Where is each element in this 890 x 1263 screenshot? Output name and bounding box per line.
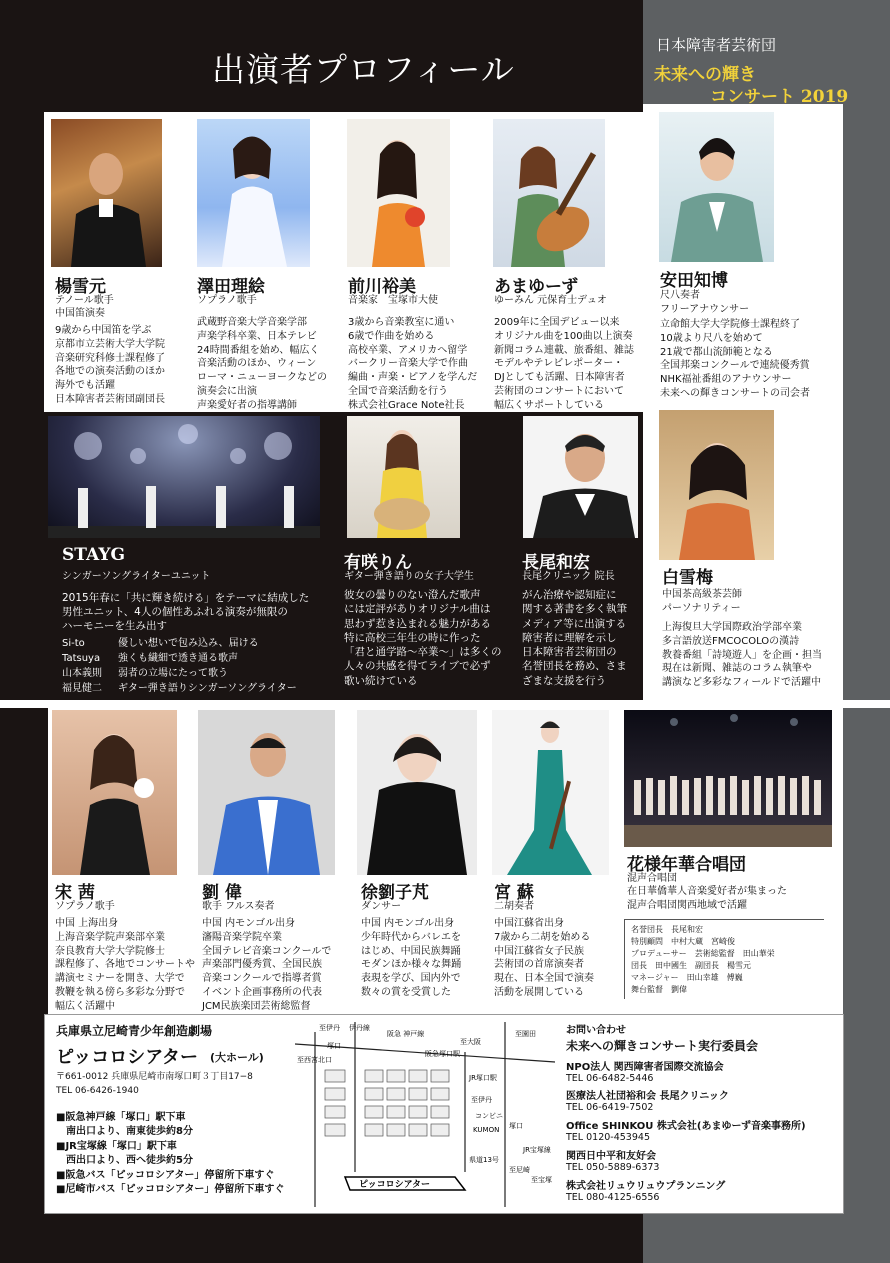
access-line: 南出口より、南東徒歩約8分 bbox=[56, 1126, 193, 1137]
choir-staff-6: 舞台監督 劉偉 bbox=[631, 985, 687, 994]
hall-org: 兵庫県立尼崎青少年創造劇場 bbox=[56, 1024, 213, 1038]
song-name: 宋 茜 bbox=[55, 883, 95, 903]
contact-org: 医療法人社団裕和会 長尾クリニック bbox=[566, 1091, 729, 1102]
choir-staff-3: プロデューサー 芸術総監督 田山華栄 bbox=[631, 949, 775, 958]
sawada-photo bbox=[197, 119, 310, 267]
sawada-name: 澤田理絵 bbox=[197, 277, 265, 297]
yang-role: テノール歌手 bbox=[55, 295, 114, 306]
contact-tel[interactable]: TEL 0120-453945 bbox=[566, 1132, 650, 1143]
arisaki-photo bbox=[347, 416, 460, 538]
maekawa-photo bbox=[347, 119, 450, 267]
gong-photo bbox=[492, 710, 609, 875]
gong-bio: 中国江蘇省出身 7歳から二胡を始める 中国江蘇省女子民族 芸術団の首席演奏者 現在、日本全国で演奏 活動を展開している bbox=[494, 918, 594, 998]
stayg-role: シンガーソングライターユニット bbox=[62, 571, 211, 582]
concert-title-line1: 未来への輝き bbox=[654, 65, 756, 85]
yang-name: 楊雪元 bbox=[55, 277, 106, 297]
map-label: 至大阪 bbox=[460, 1038, 481, 1046]
access-line: 西出口より、西へ徒歩約5分 bbox=[56, 1155, 193, 1166]
sawada-bio: 武蔵野音楽大学音楽学部 声楽学科卒業、日本テレビ 24時間番組を始め、幅広く 音楽活動のほか、ウィーン ローマ・ニューヨークなどの 演奏会に出演 声楽愛好者の指導講師 bbox=[197, 317, 327, 411]
map-label: 至伊丹 bbox=[319, 1024, 340, 1032]
map-label: 県道13号 bbox=[469, 1156, 499, 1164]
choir-staff-2: 特別顧問 中村大蔵 宮崎俊 bbox=[631, 937, 735, 946]
choir-staff-4: 団長 田中國生 副団長 楊雪元 bbox=[631, 961, 751, 970]
choir-staff-box bbox=[624, 919, 824, 999]
arisaki-name: 有咲りん bbox=[344, 553, 412, 573]
arisaki-role: ギター弾き語りの女子大学生 bbox=[344, 571, 474, 582]
xu-bio: 中国 内モンゴル出身 少年時代からバレエを はじめ、中国民族舞踊 モダンほか様々な舞踊 表現を学び、国内外で 数々の賞を受賞した bbox=[361, 918, 462, 998]
map-label: 至尼崎 bbox=[509, 1166, 530, 1174]
choir-photo bbox=[624, 710, 832, 847]
liu-name: 劉 偉 bbox=[202, 883, 242, 903]
access-line: ■尼崎市バス「ピッコロシアター」停留所下車すぐ bbox=[56, 1184, 285, 1195]
contact-org: 関西日中平和友好会 bbox=[566, 1151, 656, 1162]
bai-photo bbox=[659, 410, 774, 560]
map-label: 至宝塚 bbox=[531, 1176, 552, 1184]
choir-bio: 在日華僑華人音楽愛好者が集まった 混声合唱団関西地域で活躍 bbox=[627, 886, 787, 911]
contact-tel[interactable]: TEL 06-6482-5446 bbox=[566, 1073, 654, 1084]
stayg-photo bbox=[48, 416, 320, 538]
access-line: ■阪急バス「ピッコロシアター」停留所下車すぐ bbox=[56, 1170, 275, 1181]
song-photo bbox=[52, 710, 177, 875]
stayg-member: 福見健二 ギター弾き語りシンガーソングライター bbox=[62, 683, 297, 694]
contact-tel[interactable]: TEL 050-5889-6373 bbox=[566, 1162, 660, 1173]
map-label: コンビニ bbox=[475, 1112, 503, 1120]
song-bio: 中国 上海出身 上海音楽学院声楽部卒業 奈良教育大学大学院修士 課程修了、各地でコンサートや 講演セミナーを開き、大学で 教鞭を執る傍ら多彩な分野で 幅広く活躍中 bbox=[55, 918, 195, 1012]
amayuzu-bio: 2009年に全国デビュー以来 オリジナル曲を100曲以上演奏 新聞コラム連載、旅番組、雑誌 モデルやテレビレポーター・ DJとしても活躍、日本障害者 芸術団のコンサートにおいて 幅広くサポートしている bbox=[494, 317, 634, 411]
bai-role: 中国茶高級茶芸師 bbox=[662, 589, 742, 600]
nagao-name: 長尾和宏 bbox=[522, 553, 590, 573]
arisaki-bio: 彼女の曇りのない澄んだ歌声 には定評がありオリジナル曲は 思わず惹き込まれる魅力がある 特に高校三年生の時に作った 「君と通学路～卒業～」は多くの 人々の共感を得てライブで必ず 歌い続けている bbox=[344, 589, 502, 687]
nagao-role: 長尾クリニック 院長 bbox=[522, 571, 615, 582]
map-label: 至伊丹 bbox=[471, 1096, 492, 1104]
yasuda-role: 尺八奏者 bbox=[660, 290, 700, 301]
contact-heading: お問い合わせ bbox=[566, 1025, 626, 1036]
choir-staff-5: マネージャー 田山幸雄 傅巍 bbox=[631, 973, 743, 982]
concert-title-line2: コンサート 2019 bbox=[710, 87, 849, 107]
bai-name: 白雪梅 bbox=[662, 568, 713, 588]
map-label: ピッコロシアター bbox=[359, 1180, 431, 1190]
amayuzu-photo bbox=[493, 119, 605, 267]
access-map bbox=[295, 1022, 555, 1207]
maekawa-name: 前川裕美 bbox=[348, 277, 416, 297]
contact-org: 株式会社リュウリュウプランニング bbox=[566, 1181, 726, 1192]
liu-bio: 中国 内モンゴル出身 瀋陽音楽学院卒業 全国テレビ音楽コンクールで 声楽部門優秀賞、全国民族 音楽コンクールで指導者賞 イベント企画事務所の代表 JCM民族楽団芸術総監督 bbox=[202, 918, 332, 1012]
amayuzu-name: あまゆーず bbox=[494, 277, 579, 297]
map-label: JR宝塚線 bbox=[523, 1146, 551, 1154]
xu-role: ダンサー bbox=[361, 901, 402, 912]
gong-role: 二胡奏者 bbox=[494, 901, 534, 912]
map-label: 阪急 神戸線 bbox=[387, 1030, 425, 1038]
map-label: 至園田 bbox=[515, 1030, 536, 1038]
access-line: ■JR宝塚線「塚口」駅下車 bbox=[56, 1141, 177, 1152]
maekawa-role: 音楽家 宝塚市大使 bbox=[348, 295, 438, 306]
contact-tel[interactable]: TEL 080-4125-6556 bbox=[566, 1192, 660, 1203]
yasuda-bio: 立命館大学大学院修士課程終了 10歳より尺八を始めて 21歳で都山流師範となる 全国邦楽コンクールで連続優秀賞 NHK福祉番組のアナウンサー 未来への輝きコンサートの司会者 bbox=[660, 319, 810, 399]
contact-committee: 未来への輝きコンサート実行委員会 bbox=[566, 1039, 759, 1053]
page-title: 出演者プロフィール bbox=[212, 50, 515, 89]
contact-tel[interactable]: TEL 06-6419-7502 bbox=[566, 1102, 654, 1113]
map-label: 伊丹線 bbox=[349, 1024, 370, 1032]
choir-name: 花様年華合唱団 bbox=[627, 855, 746, 875]
yasuda-photo bbox=[659, 112, 774, 262]
stayg-member: Tatsuya 強くも繊細で透き通る歌声 bbox=[62, 653, 238, 664]
yasuda-role2: フリーアナウンサー bbox=[660, 304, 750, 315]
map-label: 阪急塚口駅 bbox=[425, 1050, 460, 1058]
yang-bio: 9歳から中国笛を学ぶ 京都市立芸術大学大学院 音楽研究科修士課程修了 各地での演奏活動のほか 海外でも活躍 日本障害者芸術団副団長 bbox=[55, 325, 165, 405]
gong-name: 宮 蘇 bbox=[494, 883, 534, 903]
stayg-bio: 2015年春に「共に輝き続ける」をテーマに結成した 男性ユニット、4人の個性あふれる演奏が無限の ハーモニーを生み出す bbox=[62, 592, 310, 632]
yang-photo bbox=[51, 119, 162, 267]
yang-role2: 中国笛演奏 bbox=[55, 308, 105, 319]
hall-name: ピッコロシアター bbox=[56, 1047, 199, 1068]
organization-name: 日本障害者芸術団 bbox=[656, 36, 777, 54]
map-label: 塚口 bbox=[327, 1042, 341, 1050]
liu-role: 歌手 フルス奏者 bbox=[202, 901, 275, 912]
nagao-bio: がん治療や認知症に 関する著書を多く執筆 メディア等に出演する 障害者に理解を示し 日本障害者芸術団の 名誉団長を務め、さま ざまな支援を行う bbox=[522, 589, 627, 687]
choir-staff-1: 名誉団長 長尾和宏 bbox=[631, 925, 703, 934]
contact-org: NPO法人 関西障害者国際交流協会 bbox=[566, 1062, 724, 1073]
map-label: 至西宮北口 bbox=[297, 1056, 332, 1064]
stayg-member: 山本義則 弱者の立場にたって歌う bbox=[62, 668, 228, 679]
maekawa-bio: 3歳から音楽教室に通い 6歳で作曲を始める 高校卒業、アメリカへ留学 バークリー音楽大学で作曲 編曲・声楽・ピアノを学んだ 全国で音楽活動を行う 株式会社Grace Note社長 bbox=[348, 317, 478, 411]
stayg-name: STAYG bbox=[62, 545, 125, 565]
bai-bio: 上海復旦大学国際政治学部卒業 多言語放送FMCOCOLOの漢詩 教養番組「詩境遊人」を企画・担当 現在は新聞、雑誌のコラム執筆や 講演など多彩なフィールドで活躍中 bbox=[662, 622, 822, 689]
contact-org: Office SHINKOU 株式会社(あまゆーず音楽事務所) bbox=[566, 1121, 806, 1132]
bai-role2: パーソナリティー bbox=[662, 603, 741, 614]
xu-name: 徐劉子芃 bbox=[361, 883, 429, 903]
amayuzu-role: ゆーみん 元保育士デュオ bbox=[494, 295, 607, 306]
hall-sub: (大ホール) bbox=[210, 1051, 264, 1064]
map-label: JR塚口駅 bbox=[469, 1074, 497, 1082]
map-label: KUMON bbox=[473, 1126, 500, 1134]
xu-photo bbox=[357, 710, 477, 875]
hall-tel: TEL 06-6426-1940 bbox=[56, 1086, 139, 1096]
sawada-role: ソプラノ歌手 bbox=[197, 295, 257, 306]
access-line: ■阪急神戸線「塚口」駅下車 bbox=[56, 1112, 186, 1123]
liu-photo bbox=[198, 710, 335, 875]
nagao-photo bbox=[523, 416, 638, 538]
yasuda-name: 安田知博 bbox=[660, 271, 728, 291]
stayg-member: Si-to 優しい想いで包み込み、届ける bbox=[62, 638, 259, 649]
map-label: 塚口 bbox=[509, 1122, 523, 1130]
choir-role: 混声合唱団 bbox=[627, 873, 677, 884]
song-role: ソプラノ歌手 bbox=[55, 901, 115, 912]
hall-address: 〒661-0012 兵庫県尼崎市南塚口町３丁目17−8 bbox=[56, 1072, 253, 1082]
